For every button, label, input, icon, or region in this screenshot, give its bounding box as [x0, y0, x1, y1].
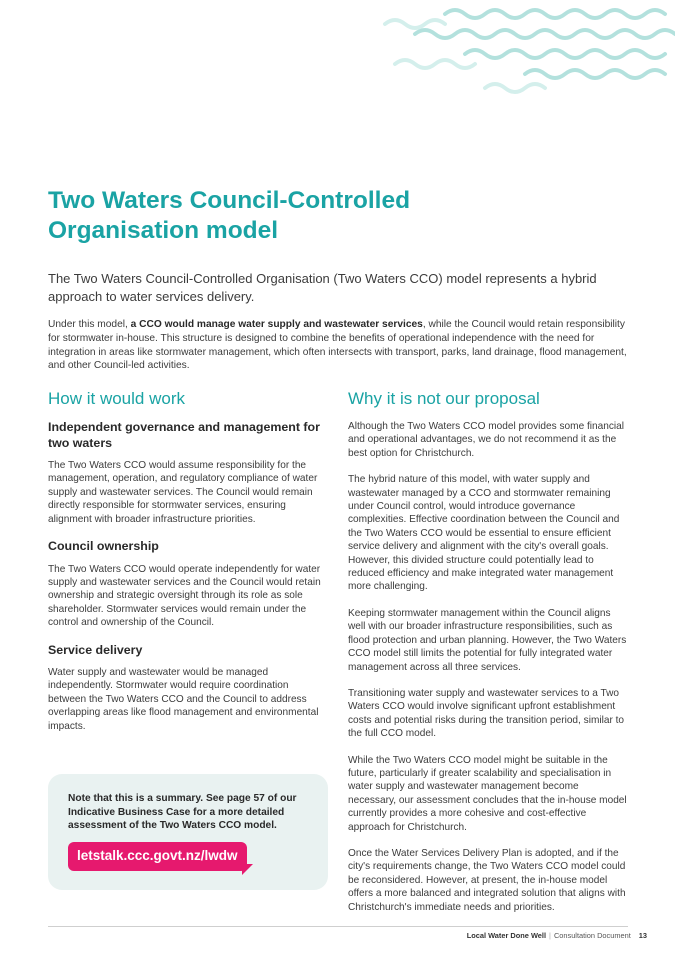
intro-text-end: , while the Council would retain responsibility for stormwater in-house. This structure is designed to combine the benefits of operational independence with the need for integration in areas like stormwater management, which often intersects with transport, parks, land drainage, flood management, and other Council-led activities. [48, 319, 627, 372]
page-number: 13 [638, 931, 647, 940]
intro-paragraph [48, 318, 638, 373]
footer-doc-title: Local Water Done Well [466, 931, 547, 940]
summary-callout [48, 774, 328, 890]
section-text: The Two Waters CCO would assume responsibility for the management, operation, and regulatory compliance of water supply and wastewater services. The Council would remain directly responsible for stormwater services, ensuring alignment with broader infrastructure priorities. [48, 460, 318, 525]
footer-doc-subtitle: Consultation Document [553, 931, 631, 940]
paragraph: The hybrid nature of this model, with water supply and wastewater managed by a CCO and stormwater remaining under Council control, would introduce governance complexities. Effective coordination between the Council and the Two Waters CCO would be essential to ensure efficient service delivery and alignment with the city's overall goals. However, this divided structure could potentially lead to reduced efficiency and make integrated water management more challenging. [348, 474, 620, 593]
why-not-heading: Why it is not our proposal [348, 389, 540, 408]
lede-paragraph: The Two Waters Council-Controlled Organisation (Two Waters CCO) model represents a hybrid approach to water services delivery. [48, 271, 597, 304]
right-column [348, 388, 628, 927]
how-it-works-heading: How it would work [48, 389, 185, 408]
intro-text-bold: a CCO would manage water supply and wastewater services [130, 319, 423, 330]
consultation-link[interactable]: letstalk.ccc.govt.nz/lwdw [68, 842, 247, 871]
intro-text-start: Under this model, [48, 319, 131, 330]
paragraph: Transitioning water supply and wastewater services to a Two Waters CCO would involve significant upfront establishment costs and potential risks during the transition period, similar to the full CCO model. [348, 687, 625, 740]
page-footer [467, 931, 647, 941]
callout-text: Note that this is a summary. See page 57 of our Indicative Business Case for a more detailed assessment of the Two Waters CCO model. [68, 793, 297, 831]
footer-separator: | [549, 931, 551, 940]
section-heading: Independent governance and management for two waters [48, 420, 320, 450]
section-heading: Council ownership [48, 539, 159, 554]
left-column [48, 388, 324, 746]
section-text: The Two Waters CCO would operate independently for water supply and wastewater services and the Council would retain ownership and strategic oversight through its role as sole shareholder. Stormwater services would remain under the control and ownership of the Council. [48, 563, 321, 629]
footer-divider [48, 926, 628, 927]
page-title: Two Waters Council-Controlled Organisation model [48, 187, 411, 244]
wave-pattern-icon [375, 0, 675, 95]
speech-tail-icon [242, 864, 253, 875]
paragraph: While the Two Waters CCO model might be suitable in the future, particularly if greater scalability and specialisation in water supply and wastewater management become necessary, our assessment concludes that the in-house model currently provides a more cohesive and cost-effective approach for Christchurch. [348, 754, 627, 833]
paragraph: Once the Water Services Delivery Plan is adopted, and if the city's requirements change, the Two Waters CCO model could be reconsidered. However, at present, the in-house model offers a more balanced and integrated solution that aligns with Christchurch's immediate needs and priorities. [348, 847, 626, 913]
paragraph: Keeping stormwater management within the Council aligns well with our broader infrastructure responsibilities, such as flood protection and urban planning. However, the Two Waters CCO model still limits the potential for fully integrated water management across all three services. [348, 607, 627, 673]
paragraph: Although the Two Waters CCO model provides some financial and operational advantages, we do not recommend it as the best option for Christchurch. [348, 421, 625, 459]
section-text: Water supply and wastewater would be managed independently. Stormwater would require coordination between the Two Waters CCO and the Council to address overlapping areas like flood management and environmental impacts. [48, 667, 319, 732]
section-heading: Service delivery [48, 642, 143, 657]
